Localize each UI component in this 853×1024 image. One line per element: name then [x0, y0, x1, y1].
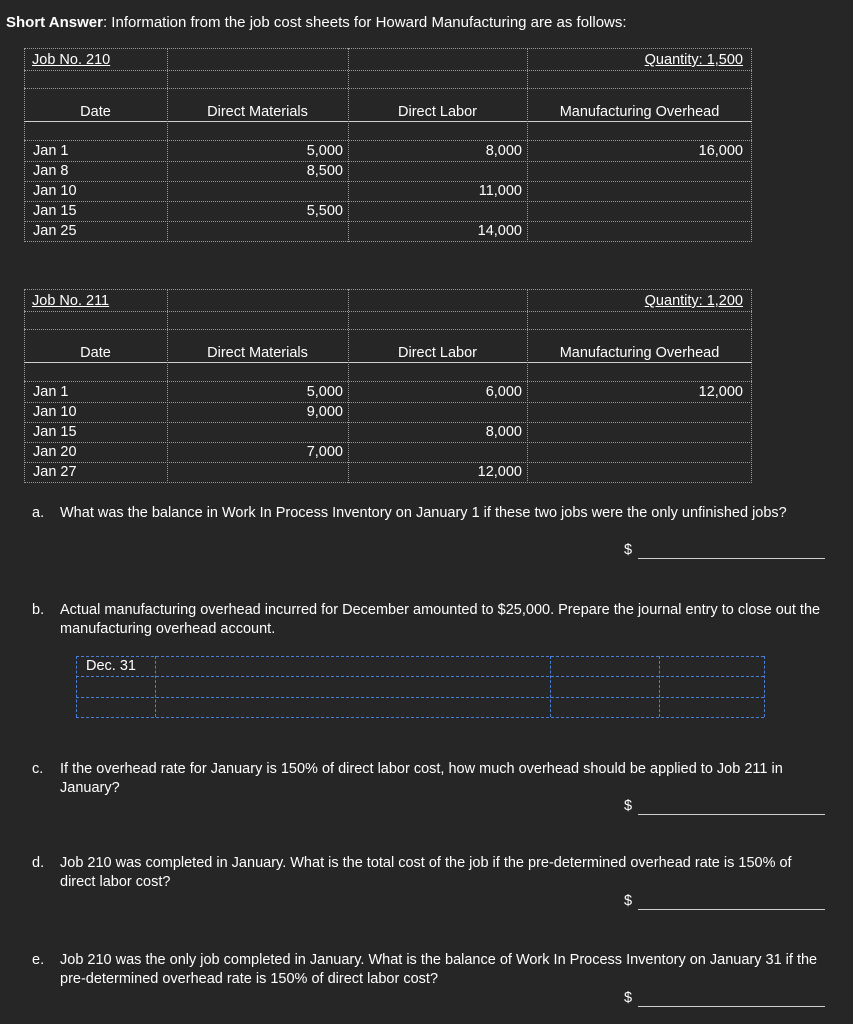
- col-header-direct-materials: Direct Materials: [207, 104, 308, 120]
- row-overhead: 12,000: [698, 384, 743, 400]
- row-date: Jan 1: [33, 143, 69, 159]
- job-quantity: Quantity: 1,200: [644, 293, 743, 309]
- dollar-sign: $: [624, 990, 633, 1006]
- answer-d-input[interactable]: [638, 893, 825, 910]
- col-header-direct-materials: Direct Materials: [207, 345, 308, 361]
- row-direct-labor: 12,000: [477, 464, 522, 480]
- question-label: b.: [32, 602, 45, 618]
- job-number: Job No. 210: [32, 52, 111, 68]
- col-header-date: Date: [80, 345, 111, 361]
- question-e: [32, 951, 830, 989]
- page-title: [6, 14, 627, 31]
- job-number: Job No. 211: [32, 293, 110, 309]
- question-label: c.: [32, 761, 44, 777]
- answer-e-input[interactable]: [638, 990, 825, 1007]
- entry-date: Dec. 31: [86, 658, 136, 674]
- question-text: Job 210 was completed in January. What is the total cost of the job if the pre-determined overhead rate is 150% of direct labor cost?: [60, 855, 792, 890]
- col-header-manufacturing-overhead: Manufacturing Overhead: [559, 104, 720, 120]
- job-quantity: Quantity: 1,500: [644, 52, 743, 68]
- dollar-sign: $: [624, 798, 633, 814]
- question-d: [32, 854, 830, 892]
- title-text: : Information from the job cost sheets for Howard Manufacturing are as follows:: [102, 14, 627, 31]
- question-a: [32, 504, 830, 523]
- row-direct-labor: 8,000: [485, 143, 522, 159]
- row-date: Jan 27: [33, 464, 77, 480]
- entry-account-cell-3[interactable]: [156, 698, 549, 717]
- row-direct-materials: 8,500: [306, 163, 343, 179]
- row-direct-materials: 5,000: [306, 384, 343, 400]
- col-header-manufacturing-overhead: Manufacturing Overhead: [559, 345, 720, 361]
- question-text: What was the balance in Work In Process Inventory on January 1 if these two jobs were the only unfinished jobs?: [60, 505, 787, 521]
- question-text: If the overhead rate for January is 150% of direct labor cost, how much overhead should be applied to Job 211 in January?: [60, 761, 783, 796]
- row-overhead: 16,000: [698, 143, 743, 159]
- question-label: a.: [32, 505, 45, 521]
- row-direct-labor: 8,000: [485, 424, 522, 440]
- question-text: Actual manufacturing overhead incurred for December amounted to $25,000. Prepare the journal entry to close out the manufacturing overhead account.: [60, 602, 821, 637]
- row-date: Jan 10: [33, 183, 77, 199]
- entry-account-cell-1[interactable]: [156, 657, 549, 676]
- row-direct-materials: 7,000: [306, 444, 343, 460]
- row-date: Jan 1: [33, 384, 69, 400]
- col-header-date: Date: [80, 104, 111, 120]
- question-text: Job 210 was the only job completed in January. What is the balance of Work In Process Inventory on January 31 if the pre-determined overhead rate is 150% of direct labor cost?: [60, 952, 818, 987]
- entry-account-cell-2[interactable]: [156, 677, 549, 696]
- row-direct-labor: 14,000: [477, 223, 522, 239]
- title-bold: Short Answer: [6, 14, 103, 31]
- dollar-sign: $: [624, 893, 633, 909]
- col-header-direct-labor: Direct Labor: [398, 104, 477, 120]
- answer-c-input[interactable]: [638, 798, 825, 815]
- row-direct-materials: 9,000: [306, 404, 343, 420]
- row-direct-materials: 5,000: [306, 143, 343, 159]
- job-sheet-210: [24, 48, 752, 242]
- row-date: Jan 25: [33, 223, 77, 239]
- row-direct-materials: 5,500: [306, 203, 343, 219]
- row-date: Jan 8: [33, 163, 69, 179]
- journal-entry-table: [76, 656, 764, 718]
- question-label: d.: [32, 855, 45, 871]
- question-label: e.: [32, 952, 45, 968]
- question-b: [32, 601, 830, 639]
- job-sheet-211: [24, 289, 752, 483]
- question-c: [32, 760, 830, 798]
- row-date: Jan 10: [33, 404, 77, 420]
- row-direct-labor: 11,000: [478, 183, 522, 199]
- row-date: Jan 20: [33, 444, 77, 460]
- dollar-sign: $: [624, 542, 633, 558]
- col-header-direct-labor: Direct Labor: [398, 345, 477, 361]
- row-direct-labor: 6,000: [485, 384, 522, 400]
- row-date: Jan 15: [33, 203, 77, 219]
- row-date: Jan 15: [33, 424, 77, 440]
- answer-a-input[interactable]: [638, 542, 825, 559]
